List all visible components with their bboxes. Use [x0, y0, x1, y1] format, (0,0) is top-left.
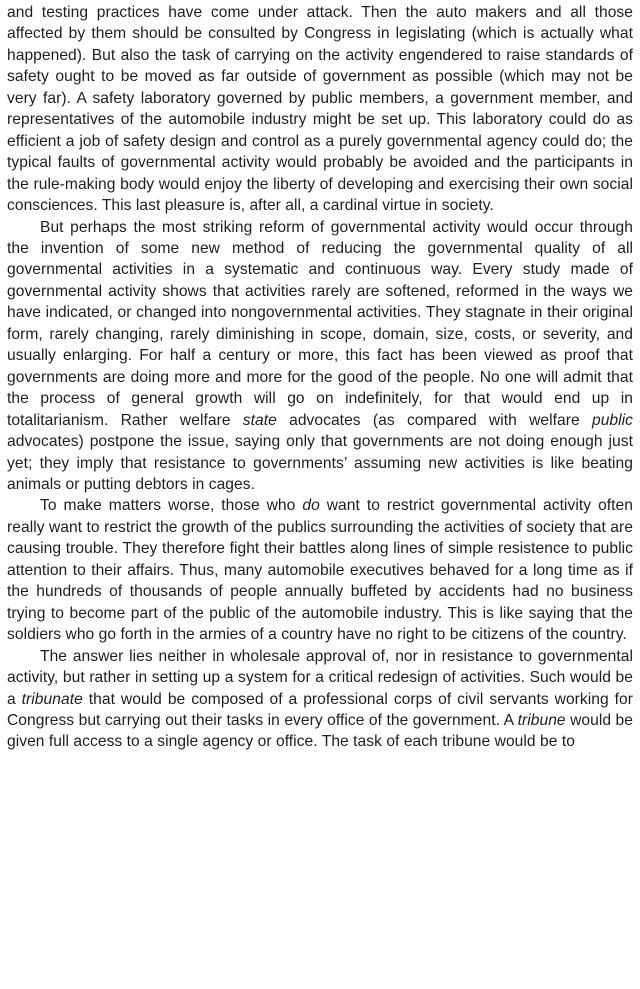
paragraph-4-italic-tribunate: tribunate	[21, 690, 83, 708]
paragraph-4-italic-tribune: tribune	[517, 711, 566, 729]
paragraph-3	[7, 495, 633, 645]
paragraph-2-text-c: advocates) postpone the issue, saying only that governments are not doing enough just yet; they imply that resistance to governments’ assuming new activities is like beating animals or putting debtors in cages.	[7, 433, 633, 493]
paragraph-3-italic-do: do	[302, 497, 320, 515]
paragraph-4	[7, 646, 633, 753]
paragraph-2-text-a: But perhaps the most striking reform of governmental activity would occur through the invention of some new method of reducing the governmental quality of all governmental activities in a systematic and continuous way. Every study made of governmental activity shows that activities rarely are softened, reformed in the ways we have indicated, or changed into nongovernmental activities. They stagnate in their original form, rarely changing, rarely diminishing in scope, domain, size, costs, or severity, and usually enlarging. For half a century or more, this fact has been viewed as proof that governments are doing more and more for the good of the people. No one will admit that the process of general growth will go on indefinitely, for that would end up in totalitarianism. Rather welfare	[7, 218, 633, 429]
paragraph-4-text-a: The answer lies neither in wholesale approval of, nor in resistance to governmental activity, but rather in setting up a system for a critical redesign of activities. Such would be a	[7, 647, 633, 708]
paragraph-2-italic-state: state	[242, 411, 277, 429]
paragraph-4-text-c: would be given full access to a single agency or office. The task of each tribune would be to	[7, 711, 634, 751]
paragraph-3-text-b: want to restrict governmental activity often really want to restrict the growth of the publics surrounding the activities of society that are causing trouble. They therefore fight their battles along lines of simple resistence to public attention to their affairs. Thus, many automobile executives behaved for a long time as if the hundreds of thousands of people annually buffeted by accidents had no business trying to become part of the public of the automobile industry. This is like saying that the soldiers who go forth in the armies of a country have no right to be citizens of the country.	[7, 497, 634, 644]
paragraph-2	[7, 217, 633, 496]
paragraph-3-text-a: To make matters worse, those who	[40, 497, 303, 515]
paragraph-1	[7, 2, 633, 217]
paragraph-4-text-b: that would be composed of a professional corps of civil servants working for Congress but carrying out their tasks in every office of the government. A	[7, 690, 634, 729]
paragraph-2-italic-public: public	[591, 411, 634, 429]
paragraph-1-text: and testing practices have come under attack. Then the auto makers and all those affected by them should be consulted by Congress in legislating (which is actually what happened). But also the task of carrying on the activity engendered to raise standards of safety ought to be moved as far outside of government as possible (which may not be very far). A safety laboratory governed by public members, a government member, and representatives of the automobile industry might be set up. This laboratory could do as efficient a job of safety design and control as a purely governmental agency could do; the typical faults of governmental activity would probably be avoided and the participants in the rule-making body would enjoy the liberty of developing and exercising their own social consciences. This last pleasure is, after all, a cardinal virtue in society.	[7, 4, 633, 215]
document-page	[7, 2, 633, 753]
paragraph-2-text-b: advocates (as compared with welfare	[276, 411, 592, 429]
